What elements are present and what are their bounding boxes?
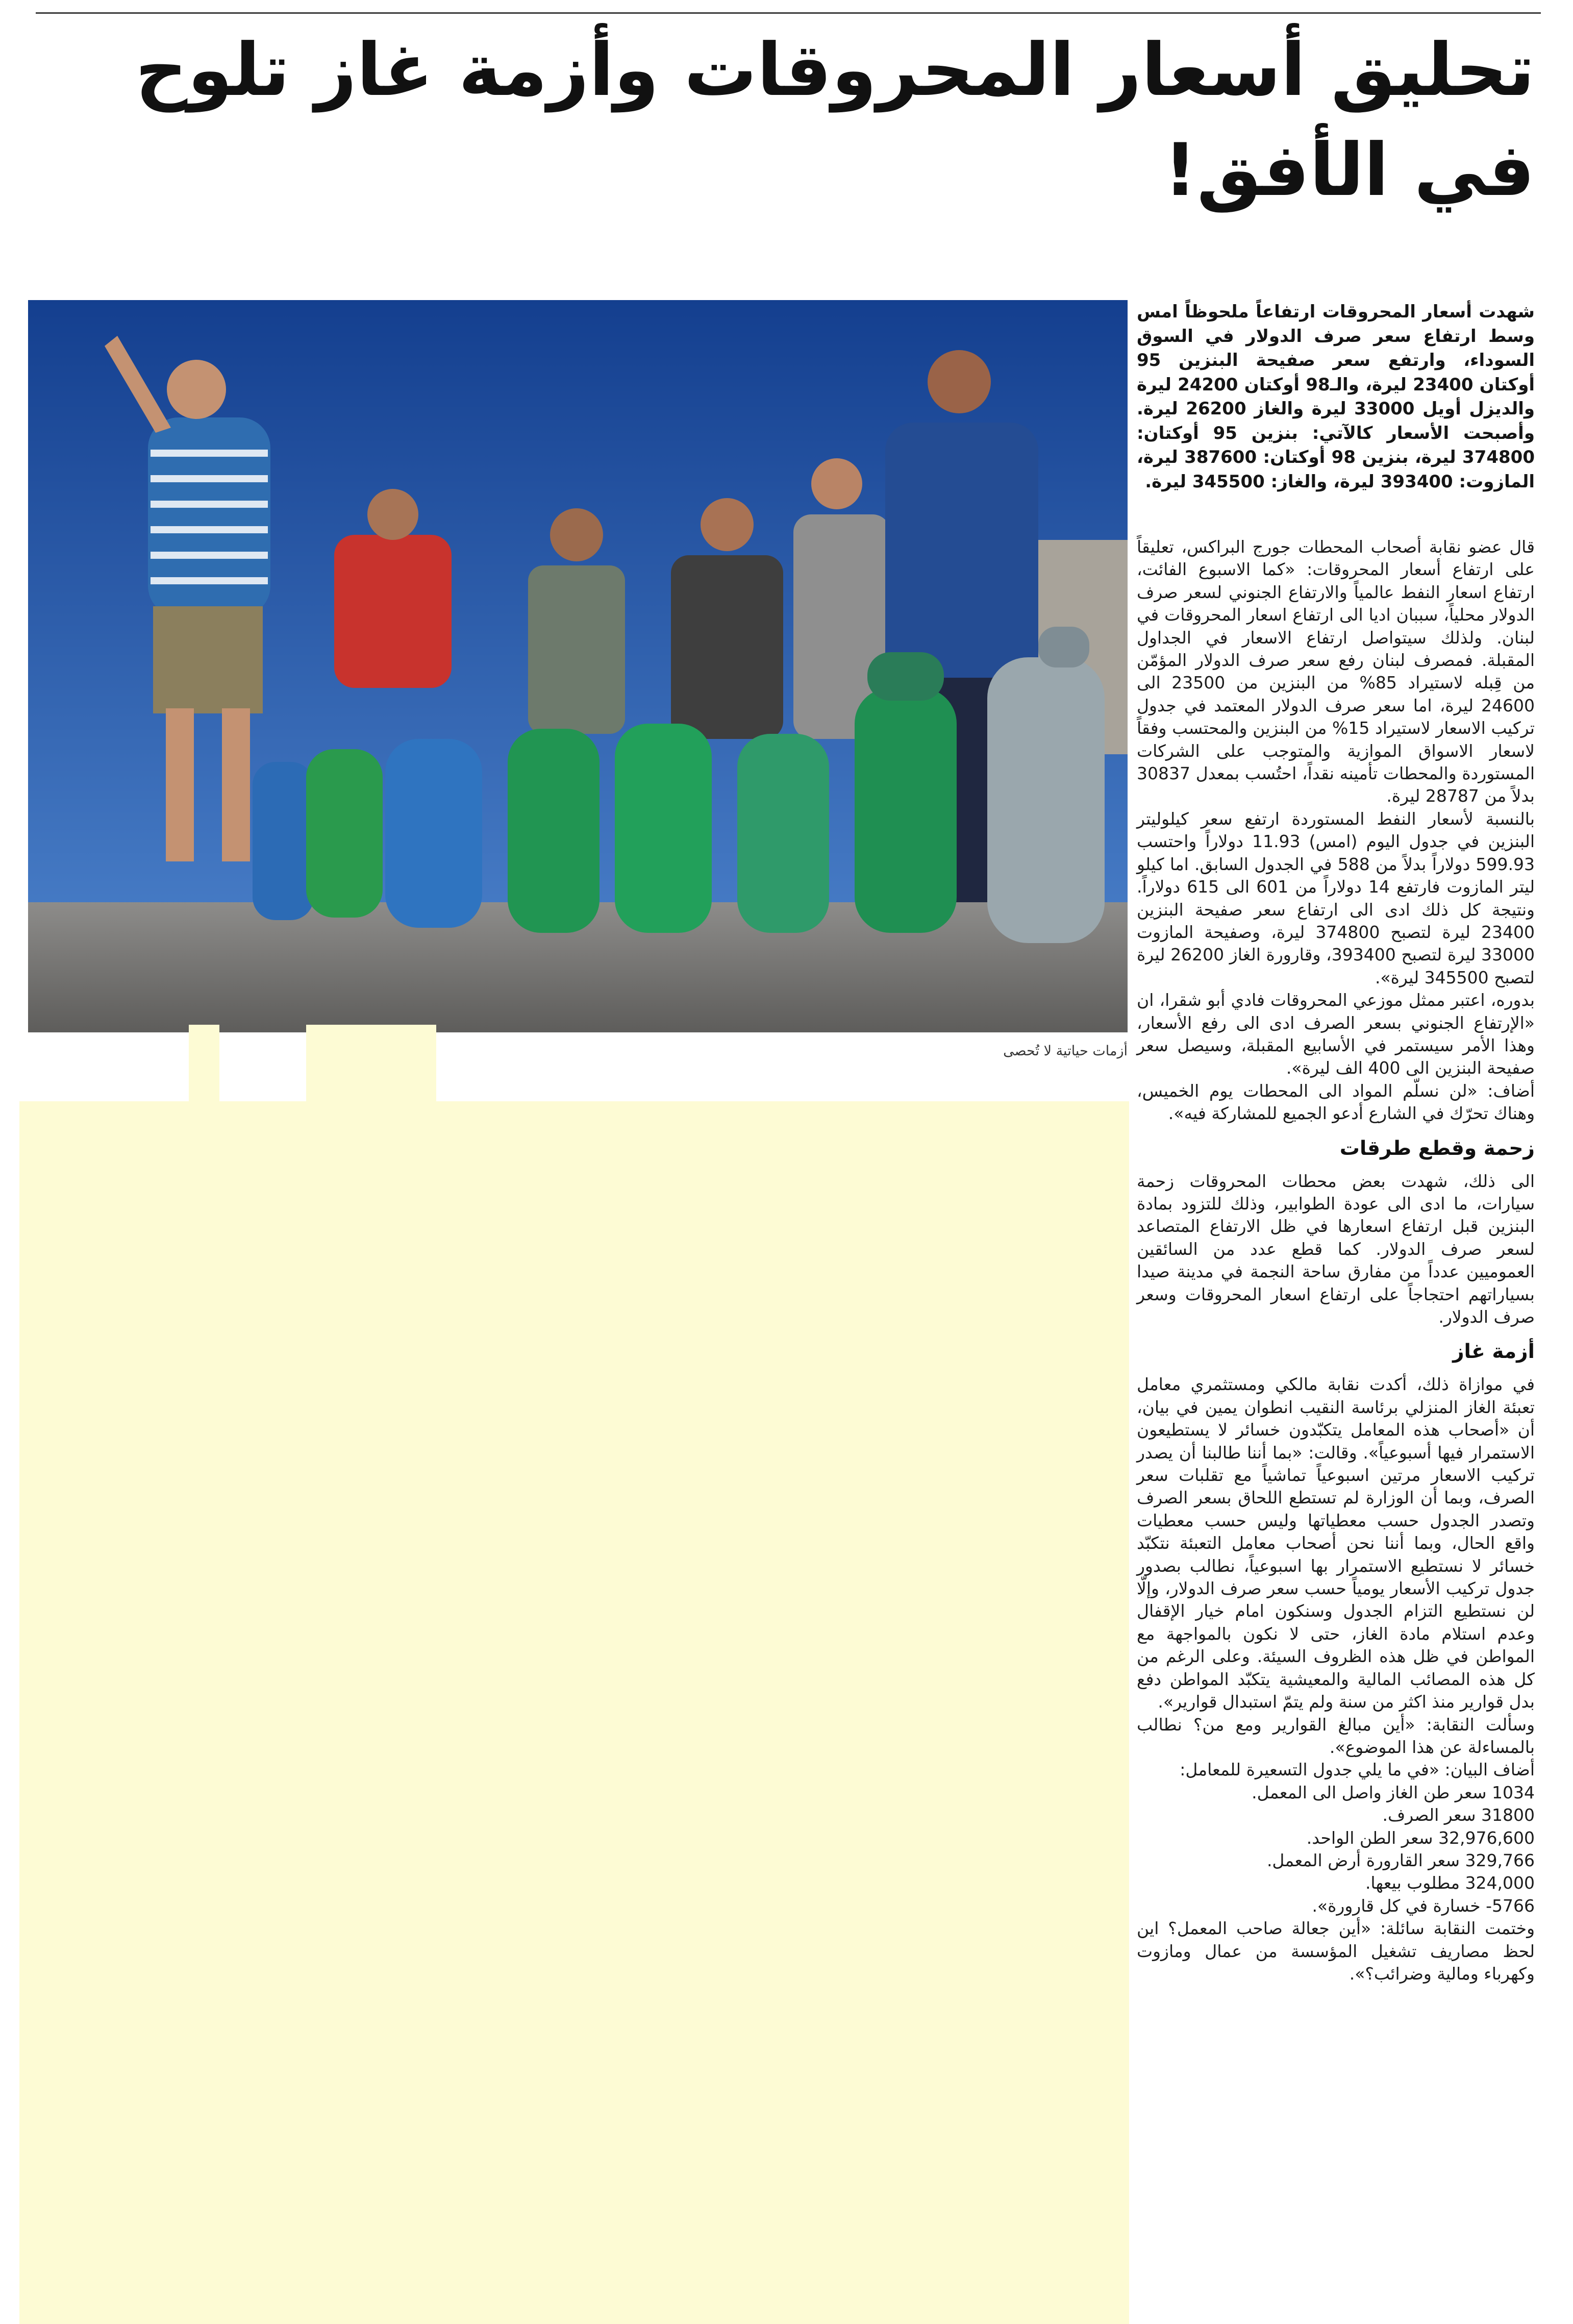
price-row: 31800 سعر الصرف. bbox=[1382, 1805, 1535, 1825]
price-row: 5766- خسارة في كل قارورة». bbox=[1312, 1895, 1535, 1916]
article-photo bbox=[28, 300, 1128, 1032]
lead-paragraph: شهدت أسعار المحروقات ارتفاعاً ملحوظاً امس وسط ارتفاع سعر صرف الدولار في السوق السوداء، وارتفع سعر صفيحة البنزين 95 أوكتان 23400 ليرة، والـ98 أوكتان 24200 ليرة والديزل أويل 33000 ليرة والغاز 26200 ليرة. وأصبحت الأسعار كالآتي: بنزين 95 أوكتان: 374800 ليرة، بنزين 98 أوكتان: 387600 ليرة، المازوت: 393400 ليرة، والغاز: 345500 ليرة. bbox=[1137, 302, 1535, 492]
top-rule bbox=[36, 12, 1541, 14]
body-paragraph: وختمت النقابة سائلة: «أين جعالة صاحب المعمل؟ اين لحظ مصاريف تشغيل المؤسسة من عمال ومازوت وكهرباء ومالية وضرائب؟». bbox=[1137, 1918, 1535, 1984]
body-paragraph: في موازاة ذلك، أكدت نقابة مالكي ومستثمري معامل تعبئة الغاز المنزلي برئاسة النقيب انطوان يمين في بيان، أن «أصحاب هذه المعامل يتكبّدون خسائر لا يستطيعون الاستمرار فيها أسبوعياً». وقالت: «بما أننا طالبنا أن يصدر تركيب الاسعار مرتين اسبوعياً تماشياً مع تقلبات سعر الصرف، وبما أن الوزارة لم تستطع اللحاق بسعر الصرف وتصدر الجدول حسب معطياتها وليس حسب معطيات واقع الحال، وبما أننا نحن أصحاب معامل التعبئة نتكبّد خسائر لا نستطيع الاستمرار بها اسبوعياً، نطالب بصدور جدول تركيب الأسعار يومياً حسب سعر صرف الدولار، وإلّا لن نستطيع التزام الجدول وسنكون امام خيار الإقفال وعدم استلام مادة الغاز، حتى لا نكون بالمواجهة مع المواطن في ظل هذه الظروف السيئة. وعلى الرغم من كل هذه المصائب المالية والمعيشية يتكبّد المواطن دفع بدل قوارير منذ اكثر من سنة ولم يتمّ استبدال قوارير». bbox=[1137, 1374, 1535, 1712]
price-row: 1034 سعر طن الغاز واصل الى المعمل. bbox=[1252, 1782, 1535, 1802]
section-heading-gas: أزمة غاز bbox=[1453, 1340, 1535, 1364]
body-paragraph: الى ذلك، شهدت بعض محطات المحروقات زحمة سيارات، ما ادى الى عودة الطوابير، وذلك للتزود بمادة البنزين قبل ارتفاع اسعارها في ظل الارتفاع المتصاعد لسعر صرف الدولار. كما قطع عدد من السائقين العموميين عدداً من مفارق ساحة النجمة في مدينة صيدا بسياراتهم احتجاجاً على ارتفاع اسعار المحروقات وسعر صرف الدولار. bbox=[1137, 1171, 1535, 1327]
section-heading-traffic: زحمة وقطع طرقات bbox=[1339, 1136, 1535, 1160]
body-paragraph: بالنسبة لأسعار النفط المستوردة ارتفع سعر كيلوليتر البنزين في جدول اليوم (امس) 11.93 دولاراً واحتسب 599.93 دولاراً بدلاً من 588 في الجدول السابق. اما كيلو ليتر المازوت فارتفع 14 دولاراً من 601 الى 615 دولاراً. ونتيجة كل ذلك ادى الى ارتفاع سعر صفيحة البنزين 23400 ليرة لتصبح 374800 ليرة، وصفيحة المازوت 33000 ليرة لتصبح 393400، وقارورة الغاز 26200 ليرة لتصبح 345500 ليرة». bbox=[1137, 808, 1535, 987]
headline: تحليق أسعار المحروقات وأزمة غاز تلوح في الأفق! bbox=[135, 28, 1535, 212]
highlight-block-tab-1 bbox=[189, 1025, 219, 1102]
article-body bbox=[1137, 536, 1535, 1985]
body-paragraph: قال عضو نقابة أصحاب المحطات جورج البراكس، تعليقاً على ارتفاع أسعار المحروقات: «كما الاسبوع الفائت، ارتفاع اسعار النفط عالمياً والارتفاع الجنوني لسعر صرف الدولار محلياً، سببان اديا الى ارتفاع اسعار المحروقات في لبنان. ولذلك سيتواصل ارتفاع الاسعار في الجداول المقبلة. فمصرف لبنان رفع سعر صرف الدولار المؤمّن من قِبله لاستيراد 85% من البنزين من 23500 الى 24600 ليرة، اما سعر صرف الدولار المعتمد في جدول تركيب الاسعار لاستيراد 15% من البنزين والمحتسب وفقاً لاسعار الاسواق الموازية والمتوجب على الشركات المستوردة والمحطات تأمينه نقداً، احتُسب بمعدل 30837 بدلاً من 28787 ليرة. bbox=[1137, 537, 1535, 806]
highlight-block-tab-2 bbox=[306, 1025, 436, 1102]
price-row: 329,766 سعر القارورة أرض المعمل. bbox=[1266, 1850, 1535, 1870]
price-row: 32,976,600 سعر الطن الواحد. bbox=[1306, 1827, 1535, 1848]
body-paragraph: وسألت النقابة: «أين مبالغ القوارير ومع من؟ نطالب بالمساءلة عن هذا الموضوع». bbox=[1137, 1714, 1535, 1757]
price-row: 324,000 مطلوب بيعها. bbox=[1365, 1873, 1535, 1893]
body-paragraph: بدوره، اعتبر ممثل موزعي المحروقات فادي أبو شقرا، ان «الإرتفاع الجنوني بسعر الصرف ادى الى رفع الأسعار، وهذا الأمر سيستمر في الأسابيع المقبلة، وسيصل سعر صفيحة البنزين الى 400 الف ليرة». bbox=[1137, 990, 1535, 1078]
body-paragraph: أضاف: «لن نسلّم المواد الى المحطات يوم الخميس، وهناك تحرّك في الشارع أدعو الجميع للمشاركة فيه». bbox=[1137, 1080, 1535, 1124]
photo-caption: أزمات حياتية لا تُحصى bbox=[1003, 1043, 1128, 1059]
highlight-block-main bbox=[19, 1101, 1129, 2324]
body-paragraph: أضاف البيان: «في ما يلي جدول التسعيرة للمعامل: bbox=[1180, 1760, 1535, 1780]
